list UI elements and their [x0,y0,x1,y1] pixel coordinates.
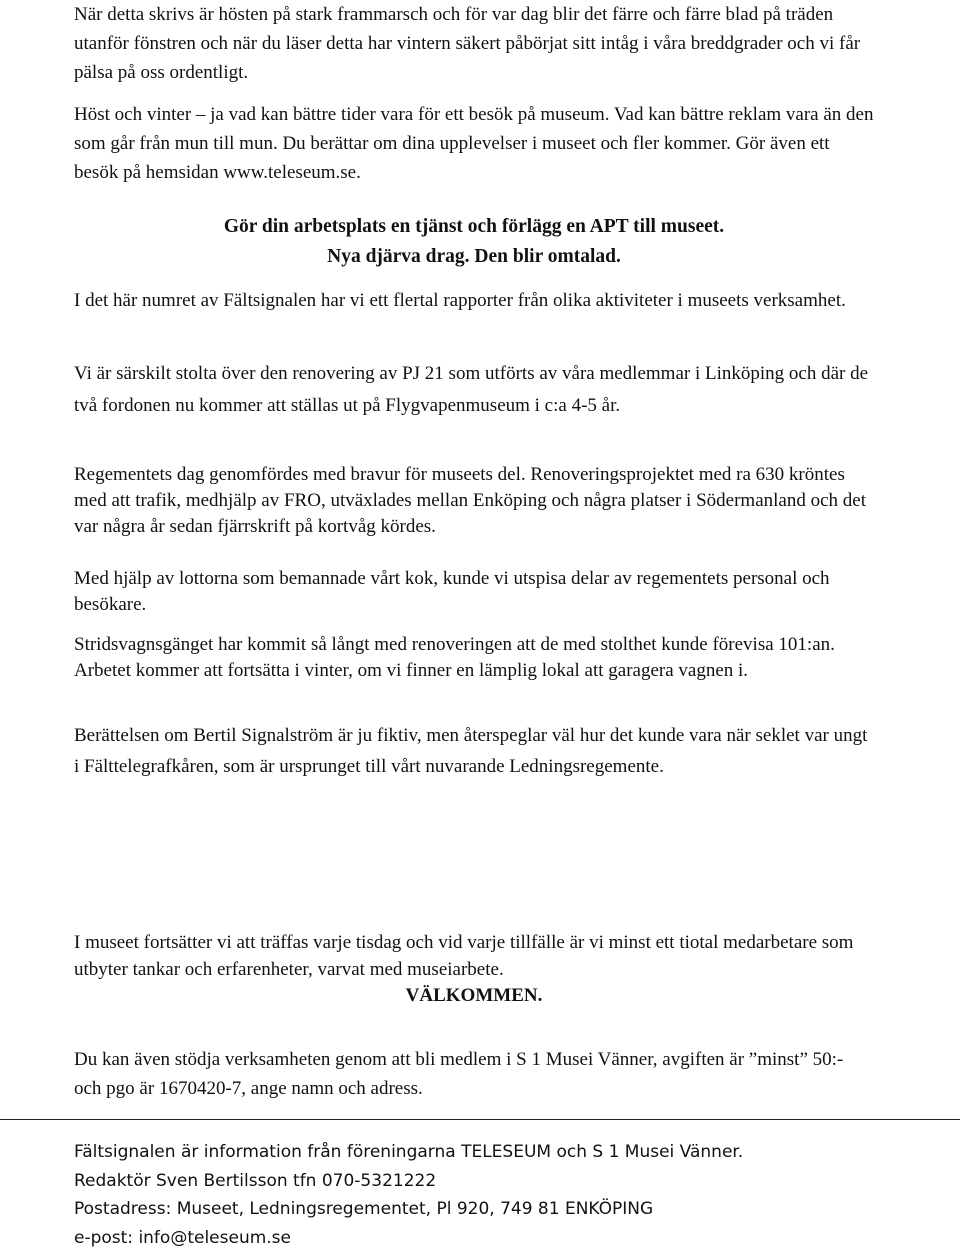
footer-info [74,1138,934,1252]
museum-visit-paragraph: Höst och vinter – ja vad kan bättre tider vara för ett besök på museum. Vad kan bättre reklam vara än den som går från mun till mun. Du berättar om dina upplevelser i museet och fler kommer. Gör även ett besök på hemsidan www.teleseum.se. [74,100,874,187]
headline-line-1: Gör din arbetsplats en tjänst och förlägg en APT till museet. [74,212,874,242]
tank-group-paragraph: Stridsvagnsgänget har kommit så långt med renoveringen att de med stolthet kunde förevisa 101:an. Arbetet kommer att fortsätta i vinter, om vi finner en lämplig lokal att garagera vagnen i. [74,632,874,684]
footer-editor-line: Redaktör Sven Bertilsson tfn 070-5321222 [74,1167,934,1196]
footer-email-line: e-post: info@teleseum.se [74,1224,934,1252]
footer-publication-line: Fältsignalen är information från föreningarna TELESEUM och S 1 Musei Vänner. [74,1138,934,1167]
membership-paragraph: Du kan även stödja verksamheten genom att bli medlem i S 1 Musei Vänner, avgiften är ”minst” 50:- och pgo är 1670420-7, ange namn och adress. [74,1045,874,1103]
pj21-renovation-paragraph: Vi är särskilt stolta över den renovering av PJ 21 som utförts av våra medlemmar i Linköping och där de två fordonen nu kommer att ställas ut på Flygvapenmuseum i c:a 4-5 år. [74,358,874,422]
intro-paragraph: När detta skrivs är hösten på stark frammarsch och för var dag blir det färre och färre blad på träden utanför fönstren och när du läser detta har vintern säkert påbörjat sitt intåg i våra breddgrader och vi får pälsa på oss ordentligt. [74,0,874,87]
headline-line-2: Nya djärva drag. Den blir omtalad. [74,242,874,272]
footer-divider [0,1119,960,1120]
bertil-story-paragraph: Berättelsen om Bertil Signalström är ju fiktiv, men återspeglar väl hur det kunde vara när seklet var ungt i Fälttelegrafkåren, som är ursprunget till vårt nuvarande Ledningsregemente. [74,720,874,782]
apt-headline [74,212,874,272]
regiment-day-paragraph: Regementets dag genomfördes med bravur för museets del. Renoveringsprojektet med ra 630 kröntes med att trafik, medhjälp av FRO, utväxlades mellan Enköping och några platser i Södermanland och det var några år sedan fjärrskrift på kortvåg kördes. [74,462,874,540]
tuesday-meetings-paragraph: I museet fortsätter vi att träffas varje tisdag och vid varje tillfälle är vi minst ett tiotal medarbetare som utbyter tankar och erfarenheter, varvat med museiarbete. [74,929,874,983]
footer-address-line: Postadress: Museet, Ledningsregementet, Pl 920, 749 81 ENKÖPING [74,1195,934,1224]
lottorna-paragraph: Med hjälp av lottorna som bemannade vårt kok, kunde vi utspisa delar av regementets personal och besökare. [74,566,874,618]
issue-reports-paragraph: I det här numret av Fältsignalen har vi ett flertal rapporter från olika aktiviteter i museets verksamhet. [74,285,874,316]
welcome-heading: VÄLKOMMEN. [74,983,874,1009]
